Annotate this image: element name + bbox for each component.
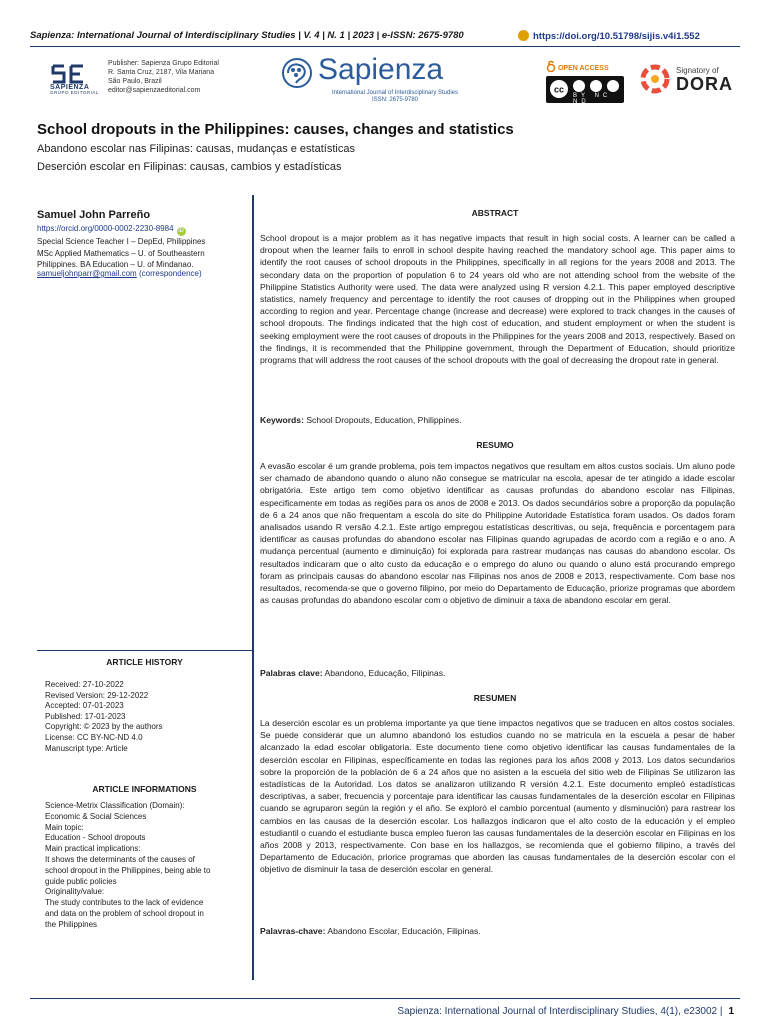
journal-header-bar bbox=[30, 30, 740, 41]
article-title-es: Deserción escolar en Filipinas: causas, cambios y estadísticas bbox=[37, 161, 342, 173]
open-access-label bbox=[546, 60, 609, 72]
journal-logo-name: Sapienza bbox=[318, 53, 444, 86]
journal-logo-issn: ISSN: 2675-9780 bbox=[371, 97, 419, 103]
publisher-email[interactable]: editor@sapienzaeditorial.com bbox=[108, 87, 201, 94]
open-access-text: OPEN ACCESS bbox=[557, 65, 609, 72]
journal-logo-subtitle: International Journal of Interdisciplinary Studies bbox=[331, 90, 459, 96]
history-divider bbox=[37, 650, 252, 651]
info-line: The study contributes to the lack of evidence bbox=[45, 898, 204, 908]
keywords-label: Palabras clave: bbox=[260, 668, 323, 678]
info-line: Originality/value: bbox=[45, 887, 105, 897]
resumo-text: A evasão escolar é um grande problema, pois tem impactos negativos que resultam em altos custos sociais. Um aluno pode ser chamado de abandono quando o aluno não consegue se matricular na escola, apesar de ter atingido a idade escolar obrigatória. Este artigo tem como objetivo identificar as causas profundas do abandono escolar nas Filipinas, especificamente em todas as regiões para os anos de 2008 e 2013. Os dados secundários sobre a proporção da população de 6 a 24 anos que não frequentam a escola do site do Philippine Autoridade Estatística foram usados. Os dados foram analisados usando R versão 4.2.1. Este artigo empregou estatísticas descritivas, ou seja, frequência e porcentagem para identificar as causas profundas do abandono escolar nas Filipinas quando agrupadas de acordo com a região e o ano. A mudança percentual (aumento e diminuição) foi explorada para rastrear mudanças nas causas do abandono escolar. Os resultados indicaram que o alto custo da educação e o emprego do aluno ou quando o aluno está procurando emprego foram as principais causas do abandono escolar nas Filipinas nos anos de 2008 e 2013, respectivamente. Com base nos resultados, recomenda-se que o governo filipino, por meio do Departamento de Educação, priorize programas que abordem as causas profundas do abandono escolar com o objetivo de diminuir a taxa de abandono escolar em geral. bbox=[260, 461, 735, 606]
page-footer bbox=[397, 1006, 734, 1017]
keywords-label: Keywords: bbox=[260, 415, 304, 425]
orcid-text[interactable]: https://orcid.org/0000-0002-2230-8984 bbox=[37, 224, 174, 233]
author-name: Samuel John Parreño bbox=[37, 209, 151, 221]
info-line: the Philippines bbox=[45, 919, 98, 929]
abstract-keywords bbox=[260, 415, 462, 425]
svg-text:cc: cc bbox=[553, 84, 565, 95]
open-access-block bbox=[546, 58, 626, 106]
open-lock-icon bbox=[546, 60, 556, 72]
brain-head-icon bbox=[280, 57, 314, 91]
journal-info: Sapienza: International Journal of Interdisciplinary Studies | V. 4 | N. 1 | 2023 | e-ISSN: 2675-9780 bbox=[30, 30, 464, 41]
doi-link[interactable] bbox=[518, 30, 700, 42]
history-accepted: Accepted: 07-01-2023 bbox=[45, 701, 124, 711]
article-title: School dropouts in the Philippines: causes, changes and statistics bbox=[37, 121, 514, 138]
publisher-logo-icon bbox=[50, 62, 86, 86]
publisher-city: São Paulo, Brazil bbox=[108, 78, 162, 85]
doi-text: https://doi.org/10.51798/sijis.v4i1.552 bbox=[533, 31, 700, 42]
author-email-line bbox=[37, 269, 202, 278]
page-number: 1 bbox=[728, 1006, 734, 1017]
abstract-title: ABSTRACT bbox=[471, 208, 519, 218]
info-line: Main topic: bbox=[45, 822, 84, 832]
publisher-logo-text bbox=[50, 84, 99, 95]
resumo-keywords bbox=[260, 668, 445, 678]
history-copyright: Copyright: © 2023 by the authors bbox=[45, 722, 163, 732]
history-license: License: CC BY-NC-ND 4.0 bbox=[45, 732, 143, 742]
cc-badge-text: BY NC ND bbox=[573, 93, 612, 105]
info-line: and data on the problem of school dropout in bbox=[45, 908, 204, 918]
orcid-link[interactable] bbox=[37, 224, 186, 236]
column-divider bbox=[252, 195, 254, 980]
footer-citation: Sapienza: International Journal of Interdisciplinary Studies, 4(1), e23002 | bbox=[397, 1006, 723, 1017]
publisher-address: R. Santa Cruz, 2187, Vila Mariana bbox=[108, 69, 215, 76]
cc-license-badge[interactable] bbox=[546, 76, 624, 103]
history-revised: Revised Version: 29-12-2022 bbox=[45, 690, 149, 700]
info-line: school dropout in the Philippines, being able to bbox=[45, 865, 211, 875]
history-title: ARTICLE HISTORY bbox=[106, 657, 183, 667]
journal-logo bbox=[280, 55, 490, 107]
correspondence-label: (correspondence) bbox=[138, 269, 202, 278]
resumo-title: RESUMO bbox=[476, 440, 514, 450]
resumen-keywords bbox=[260, 926, 481, 936]
publisher-sub-mark: GRUPO EDITORIAL bbox=[50, 90, 99, 95]
publisher-info bbox=[108, 59, 219, 95]
author-affiliations bbox=[37, 236, 249, 271]
info-line: It shows the determinants of the causes of bbox=[45, 854, 195, 864]
info-line: guide public policies bbox=[45, 876, 117, 886]
informations-title: ARTICLE INFORMATIONS bbox=[92, 784, 197, 794]
keywords-label: Palavras-chave: bbox=[260, 926, 326, 936]
footer-divider bbox=[30, 998, 740, 999]
publisher-name-mark: SAPIENZA bbox=[50, 84, 90, 91]
history-type: Manuscript type: Article bbox=[45, 743, 128, 753]
keywords-value: School Dropouts, Education, Philippines. bbox=[306, 415, 462, 425]
info-line: Economic & Social Sciences bbox=[45, 811, 147, 821]
info-line: Science-Metrix Classification (Domain): bbox=[45, 801, 185, 810]
orcid-icon: iD bbox=[178, 228, 184, 234]
dora-signatory: Signatory of bbox=[676, 66, 719, 75]
informations-list bbox=[45, 801, 245, 931]
affiliation-line: MSc Applied Mathematics – U. of Southeastern bbox=[37, 248, 205, 258]
keywords-value: Abandono, Educação, Filipinas. bbox=[324, 668, 446, 678]
affiliation-line: Philippines. BA Education – U. of Mindanao. bbox=[37, 260, 194, 270]
doi-icon bbox=[518, 30, 529, 41]
info-line: Main practical implications: bbox=[45, 844, 141, 854]
author-email[interactable]: samueljohnparr@gmail.com bbox=[37, 269, 137, 278]
resumen-text: La deserción escolar es un problema importante ya que tiene impactos negativos que se traducen en altos costos sociales. Se puede considerar que un alumno abandonó los estudios cuando no se matricula en la escuela a pesar de haber alcanzado la edad escolar obligatoria. Este documento tiene como objetivo identificar las causas fundamentales de la deserción escolar en Filipinas, específicamente en todas las regiones para los años 2008 y 2013. Los datos secundarios sobre la proporción de la población de 6 a 24 años que no asisten a la escuela del sitio web de Filipinas Se utilizaron las estadísticas de la Autoridad. Los datos se analizaron utilizando R versión 4.2.1. Este documento empleó estadísticas descriptivas, a saber, frecuencia y porcentaje para identificar las causas fundamentales de la deserción escolar en Filipinas cuando se agruparon según la región y el año. Se exploró el cambio porcentual (aumento y disminución) para rastrear los cambios en las causas de la deserción escolar. Los hallazgos indicaron que el alto costo de la educación y el empleo estudiantil o cuando el estudiante busca empleo fueron las causas fundamentales de la deserción escolar en Filipinas en los años 2008 y 2013, respectivamente. Con base en los hallazgos, se recomienda que el gobierno filipino, a través del Departamento de Educación, priorice programas que aborden las causas fundamentales de la deserción escolar con el objetivo de disminuir la tasa de deserción escolar en general. bbox=[260, 718, 735, 875]
history-received: Received: 27-10-2022 bbox=[45, 680, 124, 689]
abstract-text: School dropout is a major problem as it has negative impacts that result in high social costs. A learner can be called a dropout when the learner fails to enroll in school despite having reached the mandatory school age. This paper aims to identify the root causes of school dropouts in the Philippines, specifically in all regions for the years 2008 and 2013. The secondary data on the proportion of population 6 to 24 years old who are not attending school from the website of the Philippine Statistics Authority were used. The data were analyzed using R version 4.2.1. This paper employed descriptive statistics, namely frequency and percentage to identify the root causes of dropping out in the Philippines when grouped according to region and year. Percentage change (increase and decrease) were explored to track changes in the causes of school dropouts. The findings indicated that the high cost of education, and student employment or when the student is seeking employment were the root causes of dropouts in the Philippines for the years 2008 and 2013, respectively. Based on the findings, it is recommended that the Philippine government, through the Department of Education, should prioritize programs that will address the root causes of the school dropouts with the goal of decreasing the dropout rate in general. bbox=[260, 233, 735, 366]
resumen-title: RESUMEN bbox=[473, 693, 517, 703]
dora-logo-icon bbox=[638, 62, 672, 96]
publisher-line: Publisher: Sapienza Grupo Editorial bbox=[108, 60, 219, 67]
history-published: Published: 17-01-2023 bbox=[45, 711, 126, 721]
keywords-value: Abandono Escolar, Educación, Filipinas. bbox=[327, 926, 481, 936]
history-list bbox=[45, 680, 163, 754]
dora-block bbox=[638, 62, 748, 102]
journal-logo-sub bbox=[320, 90, 470, 104]
article-title-pt: Abandono escolar nas Filipinas: causas, mudanças e estatísticas bbox=[37, 143, 355, 155]
info-line: Education - School dropouts bbox=[45, 833, 146, 843]
dora-name: DORA bbox=[676, 74, 733, 94]
affiliation-line: Special Science Teacher I – DepEd, Philippines bbox=[37, 237, 206, 246]
header-divider bbox=[30, 46, 740, 47]
